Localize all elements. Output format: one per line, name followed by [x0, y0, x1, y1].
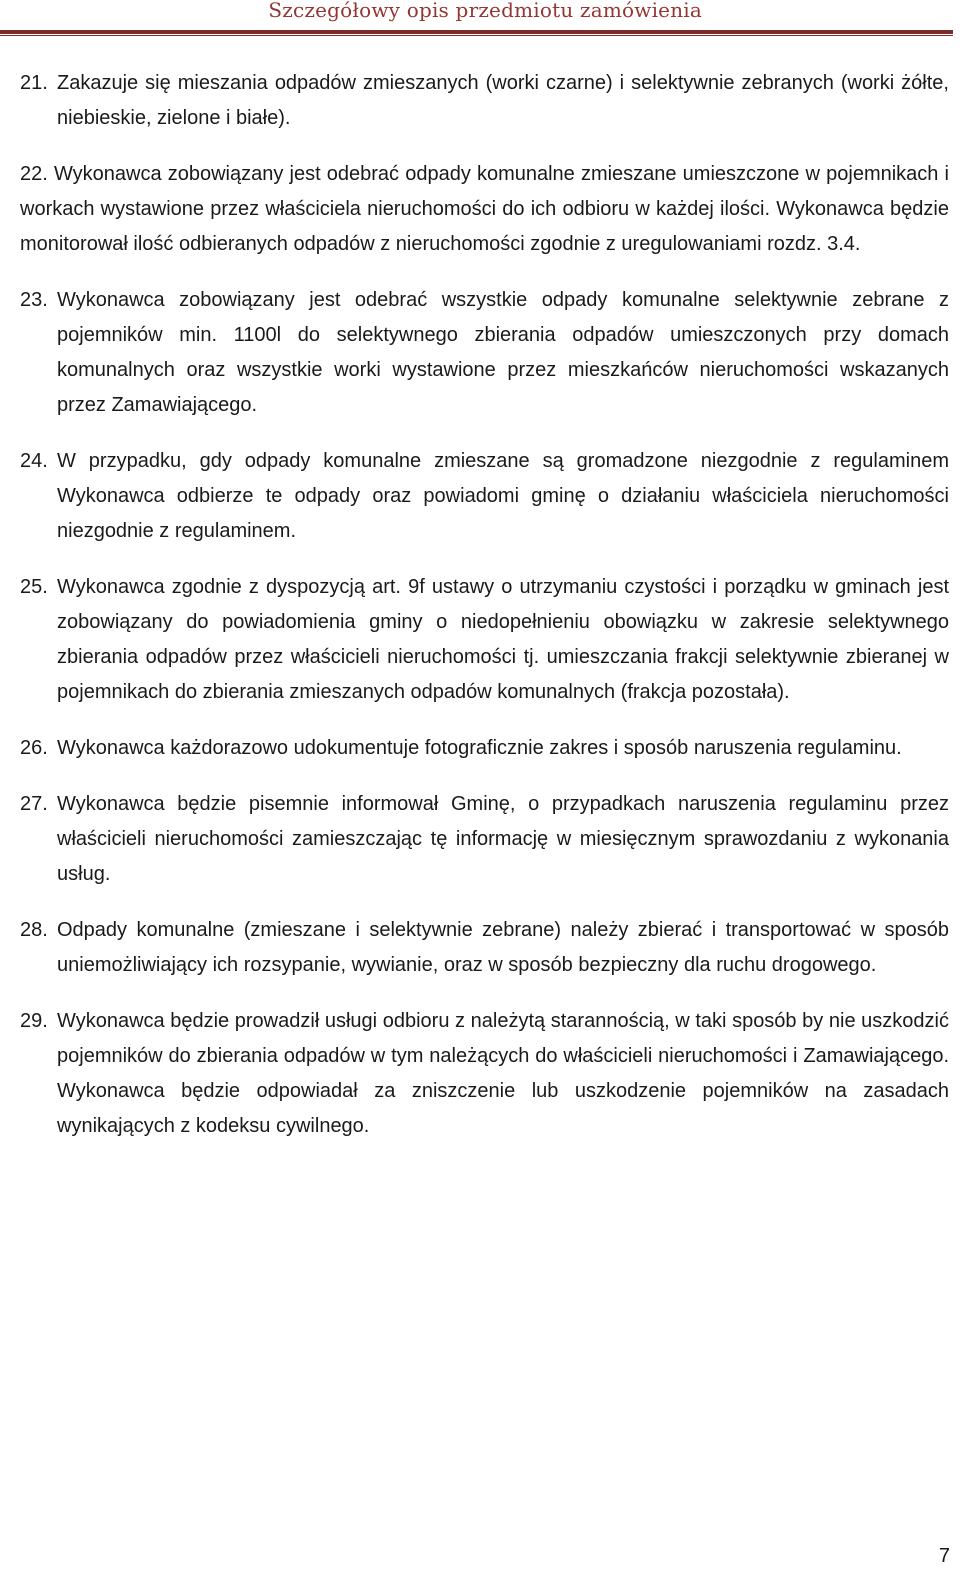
page-number: 7: [938, 1545, 950, 1567]
item-number: 25.: [20, 576, 48, 598]
list-item-29: [20, 1004, 949, 1144]
list-item-27: [20, 787, 949, 892]
item-text: Wykonawca będzie pisemnie informował Gminę, o przypadkach naruszenia regulaminu przez właścicieli nieruchomości zamieszczając tę informację w miesięcznym sprawozdaniu z wykonania usług.: [57, 793, 949, 885]
header-rule: [0, 30, 953, 34]
header-rule-thin: [0, 35, 953, 36]
item-number: 27.: [20, 793, 48, 815]
list-item-23: [20, 283, 949, 423]
item-text: Wykonawca zgodnie z dyspozycją art. 9f ustawy o utrzymaniu czystości i porządku w gminach jest zobowiązany do powiadomienia gminy o niedopełnieniu obowiązku w zakresie selektywnego zbierania odpadów przez właścicieli nieruchomości tj. umieszczania frakcji selektywnie zbieranej w pojemnikach do zbierania zmieszanych odpadów komunalnych (frakcja pozostała).: [57, 576, 949, 703]
item-number: 29.: [20, 1010, 48, 1032]
item-text: Zakazuje się mieszania odpadów zmieszanych (worki czarne) i selektywnie zebranych (worki żółte, niebieskie, zielone i białe).: [57, 72, 949, 129]
item-number: 26.: [20, 737, 48, 759]
item-number: 23.: [20, 289, 48, 311]
item-text: W przypadku, gdy odpady komunalne zmieszane są gromadzone niezgodnie z regulaminem Wykonawca odbierze te odpady oraz powiadomi gminę o działaniu właściciela nieruchomości niezgodnie z regulaminem.: [57, 450, 949, 542]
list-item-22: [20, 157, 949, 262]
list-item-25: [20, 570, 949, 710]
list-item-28: [20, 913, 949, 983]
page-header: [0, 0, 953, 36]
item-number: 21.: [20, 72, 48, 94]
list-item-21: [20, 66, 949, 136]
item-text: Wykonawca zobowiązany jest odebrać wszystkie odpady komunalne selektywnie zebrane z pojemników min. 1100l do selektywnego zbierania odpadów umieszczonych przy domach komunalnych oraz wszystkie worki wystawione przez mieszkańców nieruchomości wskazanych przez Zamawiającego.: [57, 289, 949, 416]
item-text: Wykonawca zobowiązany jest odebrać odpady komunalne zmieszane umieszczone w pojemnikach i workach wystawione przez właściciela nieruchomości do ich odbioru w każdej ilości. Wykonawca będzie monitorował ilość odbieranych odpadów z nieruchomości zgodnie z uregulowaniami rozdz. 3.4.: [20, 163, 950, 255]
list-item-26: [20, 731, 949, 766]
list-item-24: [20, 444, 949, 549]
numbered-list: [20, 66, 949, 1165]
item-number: 24.: [20, 450, 48, 472]
item-number: 22.: [20, 163, 48, 185]
item-text: Odpady komunalne (zmieszane i selektywnie zebrane) należy zbierać i transportować w sposób uniemożliwiający ich rozsypanie, wywianie, oraz w sposób bezpieczny dla ruchu drogowego.: [57, 919, 949, 976]
document-title: Szczegółowy opis przedmiotu zamówienia: [268, 0, 702, 22]
item-number: 28.: [20, 919, 48, 941]
item-text: Wykonawca będzie prowadził usługi odbioru z należytą starannością, w taki sposób by nie uszkodzić pojemników do zbierania odpadów w tym należących do właścicieli nieruchomości i Zamawiającego. Wykonawca będzie odpowiadał za zniszczenie lub uszkodzenie pojemników na zasadach wynikających z kodeksu cywilnego.: [57, 1010, 949, 1137]
item-text: Wykonawca każdorazowo udokumentuje fotograficznie zakres i sposób naruszenia regulaminu.: [57, 737, 902, 759]
